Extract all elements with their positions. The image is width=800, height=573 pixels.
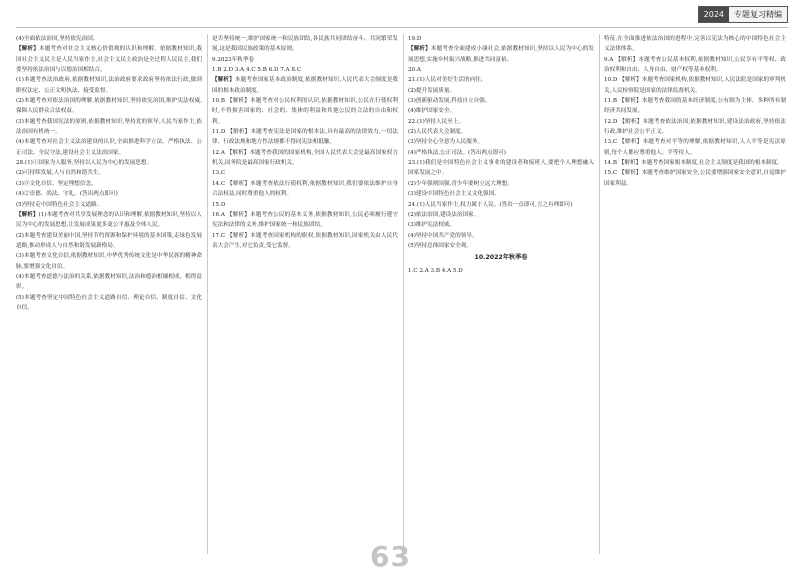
answer-text: (4)严格执法,公正司法。(答出两点即可) [408, 149, 506, 156]
text-column-4 [604, 34, 786, 554]
header-title: 专题复习精编 [729, 7, 787, 22]
answer-line [408, 148, 594, 158]
answer-text: 17.C 【解析】本题考查国家机构的职权,依据教材知识,国家机关由人民代表大会产生,对它负责,受它监督。 [212, 232, 398, 249]
answer-line [212, 34, 398, 55]
answer-text: 15.D [212, 201, 226, 208]
answer-text: (5)坚持总体国家安全观。 [408, 242, 472, 249]
answer-text: (3)③文化自信、坚定理想信念。 [16, 180, 97, 187]
answer-line [604, 158, 786, 168]
column-divider [207, 34, 208, 554]
answer-line [408, 34, 594, 44]
answer-line [408, 158, 594, 179]
answer-text: 14.C 【解析】本题考查依法行使权利,依据教材知识,我们要依法维护自身合法权益,同时尊重他人的权利。 [212, 180, 398, 198]
answer-text: 15.C 【解析】本题考查维护国家安全,公民要增强国家安全意识,自觉维护国家利益。 [604, 170, 786, 187]
answer-text: (3)建设中国特色社会主义文化强国。 [408, 191, 500, 198]
answer-text: 13.C [212, 170, 226, 177]
analysis-tag: 【解析】 [212, 77, 235, 84]
answer-text: (2)本题考查对依法治国的理解,依据教材知识,坚持依宪治国,维护宪法权威,保障人民群众合法权益。 [16, 98, 202, 115]
answer-line [408, 106, 594, 116]
answer-line [408, 241, 594, 251]
answer-line [16, 34, 202, 44]
answer-text: (4)坚持中国共产党的领导。 [408, 232, 478, 239]
header-badge: 2024 [699, 7, 729, 22]
answer-text: (3)坚持全心全意为人民服务。 [408, 139, 484, 146]
answer-text: (4)本题考查道德与法治的关系,依据教材知识,法治和德治相辅相成、相得益彰。 [16, 273, 202, 291]
analysis-tag: 【解析】 [16, 46, 40, 53]
text-column-1 [16, 34, 202, 554]
answer-line [212, 179, 398, 200]
answer-text: 特征,在全面推进依法治国的进程中,完善以宪法为核心的中国特色社会主义法律体系。 [604, 36, 786, 53]
answer-text: 9.A 【解析】本题考查公民基本权利,依据教材知识,公民享有平等权、政治权利和自由、人身自由、财产权等基本权利。 [604, 56, 786, 74]
answer-line [408, 75, 594, 85]
answer-line [604, 75, 786, 96]
answer-text: 11.B 【解析】本题考查我国的基本经济制度,公有制为主体、多种所有制经济共同发展。 [604, 98, 786, 115]
answer-text: 13.C 【解析】本题考查对平等的理解,依据教材知识,人人平等是宪法原则,每个人都应尊重他人、平等待人。 [604, 139, 786, 156]
answer-line [212, 231, 398, 252]
answer-line [16, 96, 202, 117]
answer-text: (4)②崇德、尚法、守礼。(答出两点即可) [16, 191, 118, 198]
answer-line [212, 55, 398, 65]
answer-line [16, 137, 202, 158]
answer-line [16, 44, 202, 75]
answer-text: (4)维护国家安全。 [408, 108, 456, 115]
header-rule [16, 27, 788, 28]
answer-text: (2)少年强则国强,青少年要树立远大理想。 [408, 180, 513, 187]
answer-text: 19.D [408, 36, 422, 42]
answer-line [16, 179, 202, 189]
answer-page [16, 34, 786, 554]
answer-text: (3)本题考查我国宪法的原则,依据教材知识,坚持党的领导,人民当家作主,依法治国有机统一。 [16, 118, 202, 136]
answer-line [16, 168, 202, 178]
answer-text: (3)维护宪法权威。 [408, 222, 456, 229]
answer-text: 9.2023年秋季卷 [212, 56, 254, 63]
answer-text: (5)本题考查坚定中国特色社会主义道路自信、理论自信、制度自信、文化自信。 [16, 294, 202, 311]
answer-text: 10.2022年秋季卷 [474, 254, 528, 262]
column-divider [599, 34, 600, 554]
answer-line [408, 137, 594, 147]
answer-line [408, 200, 594, 210]
answer-line [408, 117, 594, 127]
answer-line [604, 55, 786, 76]
answer-line [408, 253, 594, 263]
answer-line [16, 231, 202, 252]
answer-line [408, 96, 594, 106]
answer-line [408, 210, 594, 220]
answer-text: 24.(1)人民当家作主,权力属于人民。(答出一点即可,言之有理即可) [408, 201, 573, 208]
answer-text: 20.A [408, 67, 421, 74]
answer-line [604, 168, 786, 189]
answer-line [408, 65, 594, 75]
answer-text: 10.D 【解析】本题考查国家机构,依据教材知识,人民法院是国家的审判机关,人民检察院是国家的法律监督机关。 [604, 77, 786, 94]
answer-line [16, 200, 202, 210]
answer-line [16, 158, 202, 168]
answer-line [212, 127, 398, 148]
answer-text: (2)人民代表大会制度。 [408, 129, 467, 136]
answer-line [16, 75, 202, 96]
answer-line [408, 127, 594, 137]
answer-line [212, 148, 398, 169]
answer-line [408, 44, 594, 65]
answer-line [16, 210, 202, 231]
answer-text: 10.B 【解析】本题考查对公民权利的认识,依据教材知识,公民在行使权利时,不得损害国家的、社会的、集体的利益和其他公民的合法的自由和权利。 [212, 98, 398, 125]
answer-line [604, 34, 786, 55]
answer-text: (5)坚持走中国特色社会主义道路。 [16, 201, 103, 208]
answer-line [16, 293, 202, 314]
answer-line [408, 266, 594, 276]
answer-line [408, 86, 594, 96]
answer-line [408, 189, 594, 199]
analysis-tag: 【解析】 [408, 46, 431, 53]
answer-line [212, 168, 398, 178]
answer-text: 11.D 【解析】本题考查宪法是国家的根本法,具有最高的法律效力,一切法律、行政法规和地方性法规都不得同宪法相抵触。 [212, 129, 398, 146]
answer-text: (2)提升发展质量。 [408, 87, 456, 94]
answer-text: (2)本题考查建设美丽中国,坚持节约资源和保护环境的基本国策,走绿色发展道路,推动形成人与自然和谐发展新格局。 [16, 232, 202, 249]
analysis-tag: 【解析】 [16, 211, 39, 218]
answer-text: (4)本题考查对社会主义法治建设的认识,全面推进科学立法、严格执法、公正司法、全民守法,建设社会主义法治国家。 [16, 139, 202, 156]
column-divider [403, 34, 404, 554]
answer-text: 12.D 【解析】本题考查依法治国,依据教材知识,建设法治政府,坚持依法行政,维护社会公平正义。 [604, 118, 786, 136]
answer-text: 1.B 2.D 3.A 4.C 5.B 6.D 7.A 8.C [212, 67, 301, 74]
answer-text: (1)本题考查对共享发展理念的认识和理解,依据教材知识,坚持以人民为中心的发展思想,让发展成果更多更公平惠及全体人民。 [16, 211, 202, 229]
answer-line [604, 137, 786, 158]
answer-line [212, 210, 398, 231]
answer-text: 14.B 【解析】本题考查国家根本制度,社会主义制度是我国的根本制度。 [604, 160, 783, 167]
header-title-box [698, 6, 788, 23]
answer-text: (2)可持续发展,人与自然和谐共生。 [16, 170, 105, 177]
answer-line [16, 251, 202, 272]
answer-line [16, 272, 202, 293]
answer-line [16, 117, 202, 138]
text-column-2 [212, 34, 398, 554]
answer-text: (3)本题考查文化自信,依据教材知识,中华优秀传统文化是中华民族的精神命脉,要增强文化自信。 [16, 253, 202, 270]
answer-text: (2)依法治国,建设法治国家。 [408, 211, 480, 218]
answer-line [604, 117, 786, 138]
answer-text: 是否坚持统一,维护国家统一和民族团结,各民族共同团结奋斗、共同繁荣发展,这是我国民族政策的基本原则。 [212, 36, 398, 53]
answer-text: 12.A 【解析】本题考查我国的国家机构,全国人民代表大会是最高国家权力机关,国务院是最高国家行政机关。 [212, 149, 398, 167]
answer-text: 1.C 2.A 3.B 4.A 5.D [408, 267, 463, 274]
answer-text: (3)创新驱动发展,科技自立自强。 [408, 98, 491, 105]
answer-text: 本题考查对社会主义核心价值观的认识和理解。依据教材知识,我国社会主义民主是人民当家作主,社会主义民主政治是全过程人民民主,我们要坚持依法治国与以德治国相结合。 [16, 46, 202, 74]
answer-text: 本题考查全面建成小康社会,依据教材知识,坚持以人民为中心的发展思想,实施乡村振兴战略,推进共同富裕。 [408, 46, 594, 63]
answer-text: 22.(1)坚持人民至上。 [408, 118, 464, 125]
answer-line [212, 96, 398, 127]
answer-line [408, 220, 594, 230]
answer-line [408, 179, 594, 189]
answer-text: (1)本题考查法治政府,依据教材知识,法治政府要求政府坚持依法行政,做到职权法定、公正文明执法、接受监督。 [16, 77, 202, 94]
answer-line [212, 65, 398, 75]
answer-line [212, 200, 398, 210]
answer-text: 16.A 【解析】本题考查公民的基本义务,依据教材知识,公民必须履行遵守宪法和法律的义务,维护国家统一和民族团结。 [212, 211, 398, 229]
page-number: 63 [370, 540, 411, 573]
answer-text: 23.(1)我们是中国特色社会主义事业的建设者和接班人,要把个人理想融入国家发展之中。 [408, 160, 594, 177]
answer-text: 21.(1)人民对美好生活的向往。 [408, 77, 487, 84]
answer-text: 28.(1)①国家为人服务,坚持以人民为中心的发展思想。 [16, 160, 153, 167]
answer-line [604, 96, 786, 117]
answer-line [408, 231, 594, 241]
text-column-3 [408, 34, 594, 554]
answer-line [16, 189, 202, 199]
answer-line [212, 75, 398, 96]
answer-text: 本题考查国家基本政治制度,依据教材知识,人民代表大会制度是我国的根本政治制度。 [212, 77, 398, 94]
answer-text: (4)全面依法治国,坚持依宪治国。 [16, 36, 99, 42]
